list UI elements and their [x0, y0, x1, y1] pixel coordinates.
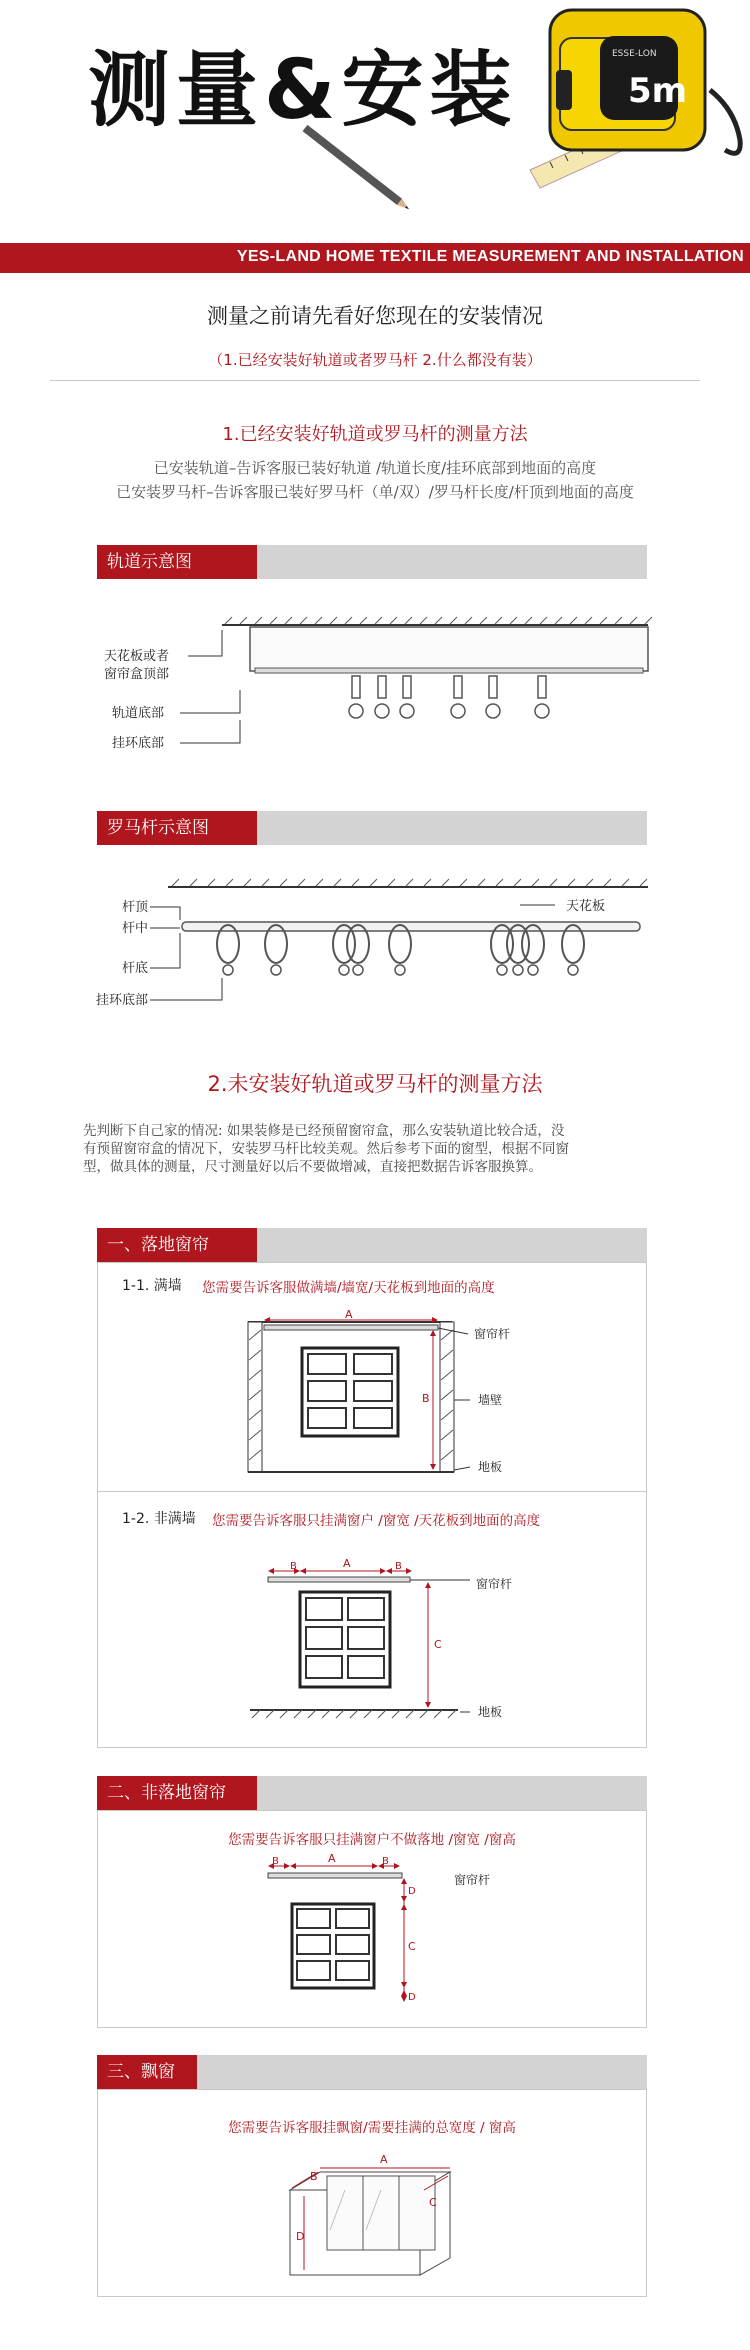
intro-heading: 测量之前请先看好您现在的安装情况	[207, 304, 543, 328]
part1-line2: 已安装罗马杆–告诉客服已装好罗马杆（单/双）/罗马杆长度/杆顶到地面的高度	[116, 483, 634, 501]
nonfloor-rod-label: 窗帘杆	[454, 1873, 491, 1887]
floor-case1-desc: 您需要告诉客服做满墙/墙宽/天花板到地面的高度	[202, 1280, 495, 1296]
floor-case2-number: 1-2. 非满墙	[122, 1511, 196, 1527]
part1-line1: 已安装轨道–告诉客服已装好轨道 /轨道长度/挂环底部到地面的高度	[153, 459, 597, 477]
partial-A: A	[343, 1557, 351, 1570]
partial-floor-label: 地板	[478, 1705, 503, 1719]
floor-section-title: 一、落地窗帘	[97, 1228, 257, 1262]
intro-options: （1.已经安装好轨道或者罗马杆 2.什么都没有装）	[208, 351, 542, 369]
tape-size: 5m	[628, 71, 688, 111]
part2-line3: 型，做具体的测量，尺寸测量好以后不要做增减，直接把数据告诉客服换算。	[83, 1159, 542, 1175]
nonfloor-A: A	[328, 1852, 336, 1865]
track-label-bottom: 轨道底部	[112, 706, 165, 721]
page-title: 测量&安装	[88, 43, 518, 138]
track-section-title: 轨道示意图	[97, 545, 257, 579]
bay-section-title: 三、飘窗	[97, 2055, 197, 2089]
nonfloor-B-right: B	[382, 1856, 389, 1867]
nonfloor-C: C	[408, 1940, 416, 1953]
fullwall-rod-label: 窗帘杆	[474, 1327, 511, 1341]
rod-label-top: 杆顶	[122, 900, 149, 915]
floor-case2-desc: 您需要告诉客服只挂满窗户 /窗宽 /天花板到地面的高度	[212, 1513, 541, 1529]
header-subtitle: YES-LAND HOME TEXTILE MEASUREMENT AND INSTALLATION	[236, 248, 744, 265]
nonfloor-section-title: 二、非落地窗帘	[97, 1776, 257, 1810]
bay-desc: 您需要告诉客服挂飘窗/需要挂满的总宽度 / 窗高	[228, 2120, 516, 2136]
nonfloor-D-top: D	[408, 1886, 416, 1897]
partial-C: C	[434, 1638, 442, 1651]
partial-B-left: B	[290, 1561, 297, 1572]
floor-case1-number: 1-1. 满墙	[122, 1278, 182, 1294]
rod-label-ring: 挂环底部	[96, 993, 149, 1008]
bay-C: C	[429, 2196, 437, 2209]
fullwall-B: B	[422, 1392, 430, 1405]
track-label-ceiling1: 天花板或者	[104, 649, 170, 664]
bay-A: A	[380, 2153, 388, 2166]
nonfloor-desc: 您需要告诉客服只挂满窗户不做落地 /窗宽 /窗高	[228, 1832, 516, 1848]
rod-section-title: 罗马杆示意图	[97, 811, 257, 845]
nonfloor-D-bottom: D	[408, 1992, 416, 2003]
track-label-hook: 挂环底部	[112, 736, 165, 751]
nonfloor-B-left: B	[272, 1856, 279, 1867]
partial-rod-label: 窗帘杆	[476, 1577, 513, 1591]
part2-title: 2.未安装好轨道或罗马杆的测量方法	[207, 1072, 543, 1096]
partial-B-right: B	[395, 1561, 402, 1572]
bay-D: D	[296, 2230, 305, 2243]
rod-label-bottom: 杆底	[122, 961, 149, 976]
rod-label-mid: 杆中	[122, 921, 149, 936]
fullwall-A: A	[345, 1308, 353, 1321]
track-label-ceiling2: 窗帘盒顶部	[104, 667, 170, 682]
bay-B: B	[310, 2170, 318, 2183]
fullwall-floor-label: 地板	[478, 1460, 503, 1474]
part1-title: 1.已经安装好轨道或罗马杆的测量方法	[222, 424, 528, 445]
fullwall-wall-label: 墙壁	[478, 1393, 503, 1407]
part2-line1: 先判断下自己家的情况: 如果装修是已经预留窗帘盒，那么安装轨道比较合适，没	[83, 1123, 565, 1139]
part2-line2: 有预留窗帘盒的情况下，安装罗马杆比较美观。然后参考下面的窗型，根据不同窗	[83, 1141, 569, 1157]
tape-brand: ESSE-LON	[612, 49, 657, 59]
rod-label-ceiling: 天花板	[566, 899, 606, 914]
